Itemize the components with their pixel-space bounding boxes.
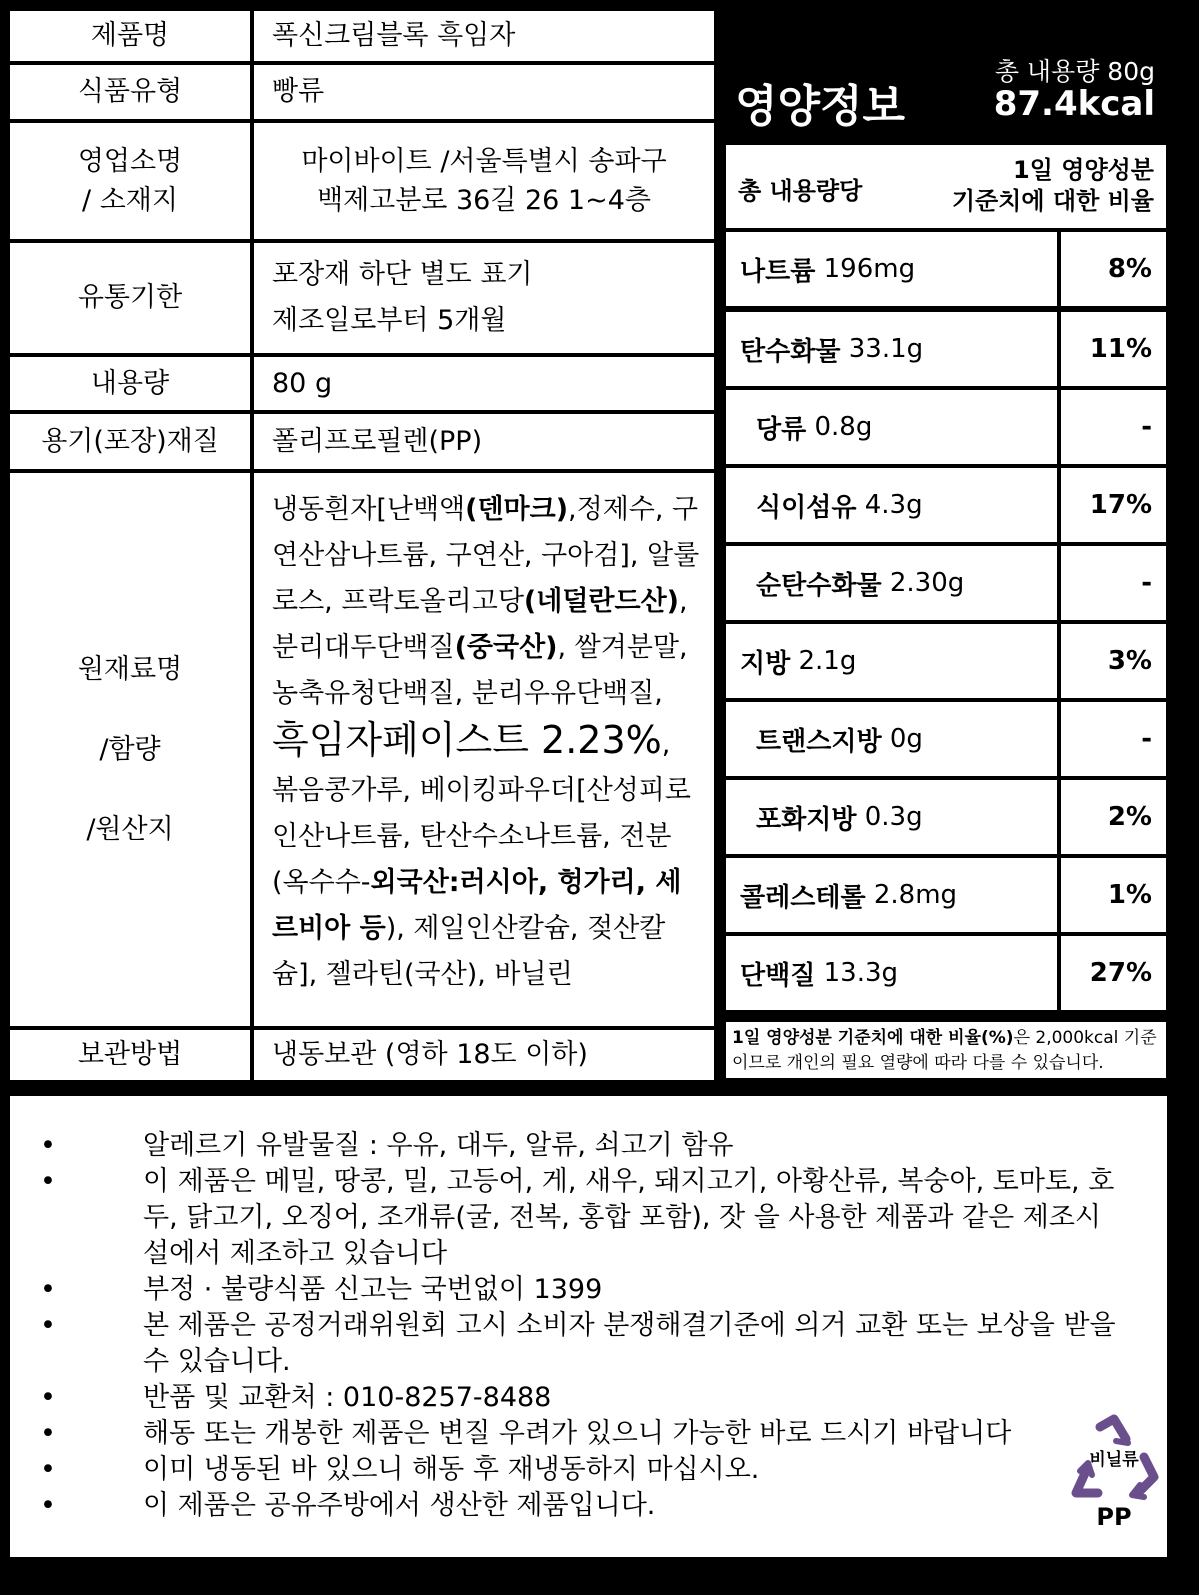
nutrition-title: 영양정보: [735, 81, 906, 132]
nutrition-kcal: 87.4kcal: [993, 84, 1155, 124]
value-ingredients: 냉동흰자[난백액(덴마크),정제수, 구연산삼나트륨, 구연산, 구아검], 알룰로스, 프락토올리고당(네덜란드산), 분리대두단백질(중국산), 쌀겨분말, 농축유청단백질, 분리우유단백질, 흑임자페이스트 2.23%, 볶음콩가루, 베이킹파우더[산성피로인산나트륨, 탄산수소나트륨, 전분(옥수수-외국산:러시아, 헝가리, 세르비아 등), 제일인산칼슘, 젖산칼슘], 젤라틴(국산), 바닐린: [254, 473, 714, 1026]
notice-item: [10, 1164, 1167, 1272]
value-content-amount: 80 g: [254, 357, 714, 410]
nutrition-row-name: [726, 546, 1057, 620]
label-ingredients: 원재료명 /함량 /원산지: [10, 473, 250, 1026]
nutrient-daily-percent: 11%: [1061, 312, 1166, 386]
nutrition-row-name: [726, 312, 1057, 386]
nutrition-row-name: [726, 232, 1057, 306]
notice-box: [10, 1096, 1167, 1557]
nutrient-amount: 0.3g: [864, 802, 923, 832]
nutrient-amount: 2.1g: [798, 646, 857, 676]
nutrition-footnote: 1일 영양성분 기준치에 대한 비율(%)은 2,000kcal 기준이므로 개인의 필요 열량에 따라 다를 수 있습니다.: [726, 1022, 1166, 1078]
value-food-type: 빵류: [254, 65, 714, 119]
nutrition-row-name: [726, 624, 1057, 698]
nutrient-daily-percent: 3%: [1061, 624, 1166, 698]
bullet: •: [40, 1130, 56, 1161]
label-product-name: 제품명: [10, 11, 250, 61]
label-packaging: 용기(포장)재질: [10, 414, 250, 469]
nutrient-amount: 33.1g: [848, 334, 924, 364]
notice-item: [10, 1452, 1167, 1488]
nutrient-amount: 4.3g: [864, 490, 923, 520]
value-packaging: 폴리프로필렌(PP): [254, 414, 714, 469]
notice-text: 이 제품은 메밀, 땅콩, 밀, 고등어, 게, 새우, 돼지고기, 아황산류, 복숭아, 토마토, 호두, 닭고기, 오징어, 조개류(굴, 전복, 홍합 포함), 잣 을 사용한 제품과 같은 제조시설에서 제조하고 있습니다: [143, 1166, 1115, 1269]
bullet: •: [40, 1490, 56, 1521]
notice-text: 이미 냉동된 바 있으니 해동 후 재냉동하지 마십시오.: [143, 1454, 760, 1485]
nutrient-name: 식이섬유: [756, 492, 857, 523]
notice-item: [10, 1380, 1167, 1416]
bullet: •: [40, 1274, 56, 1305]
label-content-amount: 내용량: [10, 357, 250, 410]
notice-text: 본 제품은 공정거래위원회 고시 소비자 분쟁해결기준에 의거 교환 또는 보상을 받을 수 있습니다.: [143, 1310, 1116, 1377]
notice-item: [10, 1416, 1167, 1452]
nutrient-daily-percent: 1%: [1061, 858, 1166, 932]
nutrient-name: 단백질: [740, 960, 816, 991]
value-storage: 냉동보관 (영하 18도 이하): [254, 1030, 714, 1080]
nutrition-total-amount: 총 내용량 80g: [994, 57, 1155, 86]
nutrient-name: 순탄수화물: [756, 570, 882, 601]
nutrient-amount: 13.3g: [823, 958, 899, 988]
nutrient-amount: 2.30g: [889, 568, 965, 598]
nutrition-row-name: [726, 858, 1057, 932]
nutrition-header: [726, 145, 1166, 228]
nutrition-header-right: 1일 영양성분 기준치에 대한 비율: [951, 156, 1154, 215]
notice-item: [10, 1272, 1167, 1308]
recycle-material-label: 비닐류: [1089, 1450, 1139, 1470]
nutrition-row-name: [726, 468, 1057, 542]
nutrition-header-left: 총 내용량당: [738, 177, 863, 205]
notice-text: 해동 또는 개봉한 제품은 변질 우려가 있으니 가능한 바로 드시기 바랍니다: [143, 1418, 1012, 1449]
nutrient-name: 나트륨: [740, 256, 816, 287]
nutrition-row-name: [726, 780, 1057, 854]
bullet: •: [40, 1382, 56, 1413]
label-food-type: 식품유형: [10, 65, 250, 119]
bullet: •: [40, 1166, 56, 1197]
nutrient-daily-percent: -: [1061, 546, 1166, 620]
label-business: 영업소명 / 소재지: [10, 123, 250, 239]
notice-item: [10, 1488, 1167, 1524]
nutrient-name: 지방: [740, 648, 791, 679]
notice-list: [10, 1128, 1167, 1524]
nutrition-row-name: [726, 390, 1057, 464]
nutrient-amount: 2.8mg: [873, 880, 958, 910]
bullet: •: [40, 1310, 56, 1341]
recycle-pp-label: PP: [1096, 1503, 1132, 1531]
recycle-mark: [1068, 1413, 1160, 1535]
nutrient-amount: 0g: [889, 724, 923, 754]
nutrient-amount: 0.8g: [814, 412, 873, 442]
bullet: •: [40, 1418, 56, 1449]
value-product-name: 폭신크림블록 흑임자: [254, 11, 714, 61]
nutrient-name: 포화지방: [756, 804, 857, 835]
recycle-triangle-icon: [1068, 1413, 1160, 1503]
nutrient-name: 당류: [756, 414, 807, 445]
nutrient-daily-percent: 27%: [1061, 936, 1166, 1010]
label-storage: 보관방법: [10, 1030, 250, 1080]
nutrient-name: 탄수화물: [740, 336, 841, 367]
nutrient-daily-percent: 8%: [1061, 232, 1166, 306]
label-expiry: 유통기한: [10, 243, 250, 353]
nutrition-row-name: [726, 702, 1057, 776]
notice-text: 부정 · 불량식품 신고는 국번없이 1399: [143, 1274, 603, 1305]
nutrient-name: 트랜스지방: [756, 726, 882, 757]
bullet: •: [40, 1454, 56, 1485]
notice-text: 반품 및 교환처 : 010-8257-8488: [143, 1382, 552, 1413]
notice-text: 알레르기 유발물질 : 우유, 대두, 알류, 쇠고기 함유: [143, 1130, 734, 1161]
nutrient-daily-percent: 17%: [1061, 468, 1166, 542]
nutrient-daily-percent: 2%: [1061, 780, 1166, 854]
nutrient-name: 콜레스테롤: [740, 882, 866, 913]
value-expiry: 포장재 하단 별도 표기 제조일로부터 5개월: [254, 243, 714, 353]
nutrient-daily-percent: -: [1061, 390, 1166, 464]
notice-item: [10, 1308, 1167, 1380]
nutrient-daily-percent: -: [1061, 702, 1166, 776]
value-business: 마이바이트 /서울특별시 송파구 백제고분로 36길 26 1~4층: [254, 123, 714, 239]
nutrient-amount: 196mg: [823, 254, 916, 284]
notice-item: [10, 1128, 1167, 1164]
notice-text: 이 제품은 공유주방에서 생산한 제품입니다.: [143, 1490, 656, 1521]
nutrition-row-name: [726, 936, 1057, 1010]
